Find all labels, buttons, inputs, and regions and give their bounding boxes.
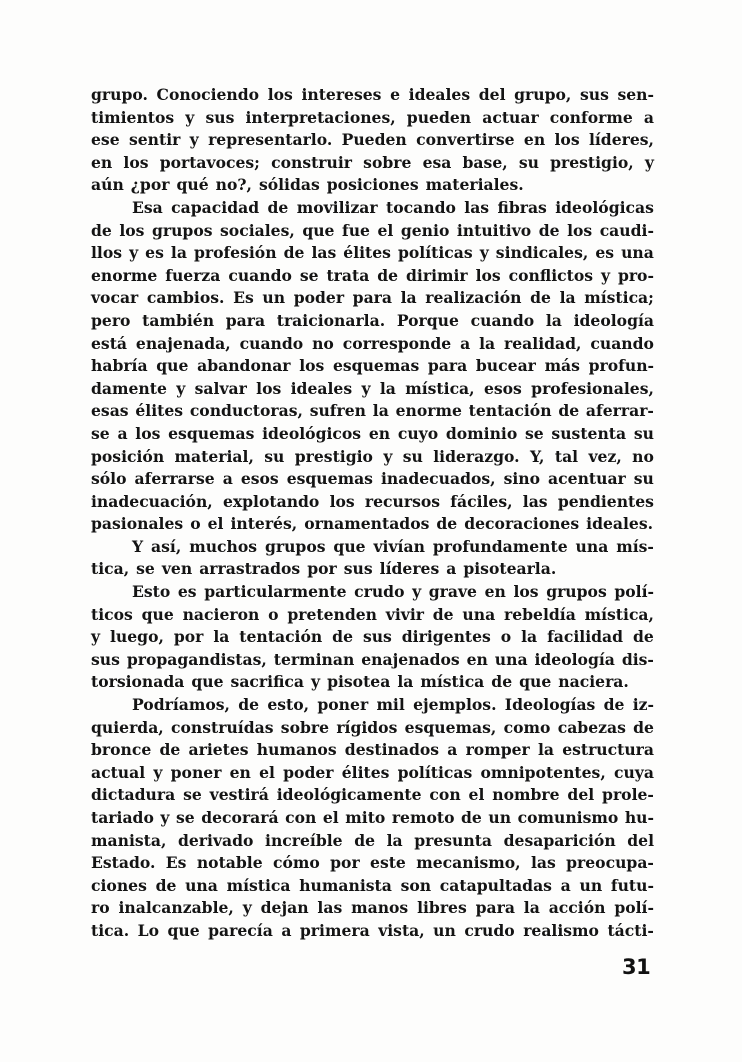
text-line: tica. Lo que parecía a primera vista, un crudo realismo tácti- [91,920,654,940]
text-line: bronce de arietes humanos destinados a romper la estructura [91,740,654,760]
paragraph [91,536,654,581]
text-line: ro inalcanzable, y dejan las manos libres para la acción polí- [91,898,654,918]
paragraph [91,694,654,943]
text-line: ese sentir y representarlo. Pueden convertirse en los líderes, [91,130,654,150]
text-line: actual y poner en el poder élites políticas omnipotentes, cuya [91,762,654,782]
text-line: tica, se ven arrastrados por sus líderes a pisotearla. [91,559,557,579]
text-line: manista, derivado increíble de la presunta desaparición del [91,830,654,850]
paragraph [91,197,654,536]
text-line: Podríamos, de esto, poner mil ejemplos. Ideologías de iz- [132,695,654,715]
text-line: sólo aferrarse a esos esquemas inadecuados, sino acentuar su [91,469,654,489]
text-line: timientos y sus interpretaciones, pueden actuar conforme a [91,107,654,127]
text-line: sus propagandistas, terminan enajenados en una ideología dis- [91,649,654,669]
text-line: Esa capacidad de movilizar tocando las fibras ideológicas [132,197,654,217]
text-line: tariado y se decorará con el mito remoto de un comunismo hu- [91,808,654,827]
text-line: ciones de una mística humanista son catapultadas a un futu- [91,875,654,895]
text-line: Estado. Es notable cómo por este mecanismo, las preocupa- [91,853,654,873]
text-line: grupo. Conociendo los intereses e ideales del grupo, sus sen- [91,85,654,104]
text-line: enorme fuerza cuando se trata de dirimir los conflictos y pro- [91,265,654,285]
text-line: está enajenada, cuando no corresponde a la realidad, cuando [91,333,654,353]
text-line: ticos que nacieron o pretenden vivir de una rebeldía mística, [91,604,654,624]
text-line: Y así, muchos grupos que vivían profundamente una mís- [132,536,654,556]
page-number: 31 [622,955,651,979]
text-line: quierda, construídas sobre rígidos esquemas, como cabezas de [91,717,654,737]
text-line: vocar cambios. Es un poder para la realización de la mística; [91,288,654,308]
text-line: damente y salvar los ideales y la mística, esos profesionales, [91,378,654,398]
text-line: en los portavoces; construir sobre esa base, su prestigio, y [91,152,654,172]
text-line: se a los esquemas ideológicos en cuyo dominio se sustenta su [91,423,654,443]
text-line: pasionales o el interés, ornamentados de decoraciones ideales. [91,514,654,534]
body-text [91,84,654,943]
paragraph [91,84,654,197]
text-line: posición material, su prestigio y su liderazgo. Y, tal vez, no [91,446,654,466]
text-line: aún ¿por qué no?, sólidas posiciones materiales. [91,175,524,195]
text-line: inadecuación, explotando los recursos fáciles, las pendientes [91,491,654,511]
text-line: habría que abandonar los esquemas para bucear más profun- [91,356,654,376]
text-line: dictadura se vestirá ideológicamente con el nombre del prole- [91,785,654,805]
text-line: torsionada que sacrifica y pisotea la mística de que naciera. [91,672,629,692]
text-line: esas élites conductoras, sufren la enorme tentación de aferrar- [91,401,654,421]
text-line: y luego, por la tentación de sus dirigentes o la facilidad de [91,627,654,647]
text-line: llos y es la profesión de las élites políticas y sindicales, es una [91,243,654,263]
text-line: pero también para traicionarla. Porque cuando la ideología [91,310,654,330]
paragraph [91,581,654,694]
text-line: Esto es particularmente crudo y grave en los grupos polí- [132,582,654,602]
text-line: de los grupos sociales, que fue el genio intuitivo de los caudi- [91,220,654,240]
